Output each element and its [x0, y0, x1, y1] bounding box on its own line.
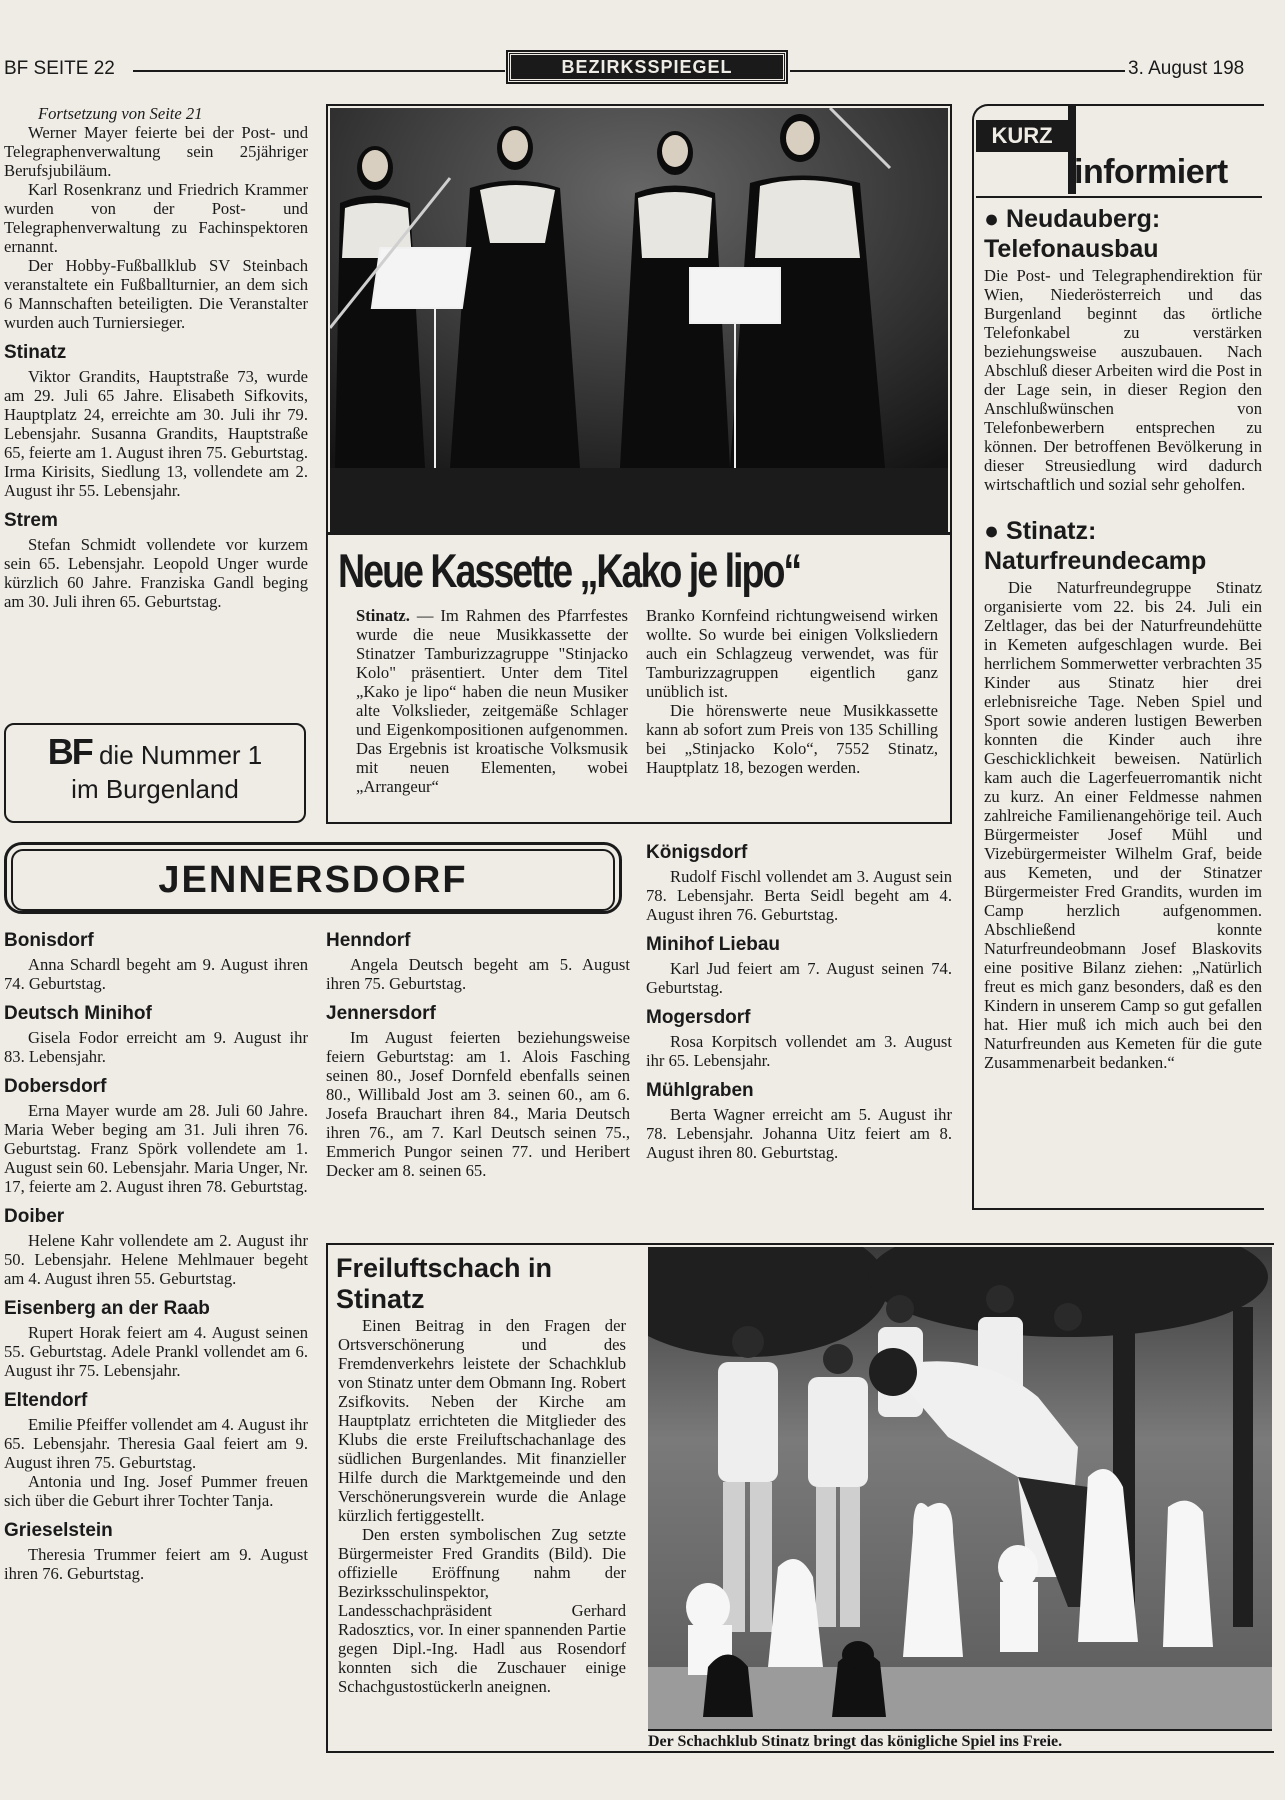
kurz-tag	[976, 120, 1068, 152]
town-heading: Mühlgraben	[646, 1080, 754, 1101]
paragraph: Werner Mayer feierte bei der Post- und Telegraphenverwaltung sein 25jähriger Berufsjubiläum.	[4, 123, 308, 180]
town-text: Berta Wagner erreicht am 5. August ihr 78. Lebensjahr. Johanna Uitz feiert am 8. August ihren 80. Geburtstag.	[646, 1105, 952, 1162]
town-heading: Eltendorf	[4, 1390, 88, 1411]
kurz-title: informiert	[1074, 153, 1228, 191]
town-heading: Doiber	[4, 1206, 65, 1227]
region-title: JENNERSDORF	[11, 849, 615, 911]
paragraph: Stefan Schmidt vollendete vor kurzem sein 65. Lebensjahr. Leopold Unger wurde kürzlich 60 Jahre. Franziska Gandl beging am 30. Juli ihren 65. Geburtstag.	[4, 535, 308, 611]
town-heading: Eisenberg an der Raab	[4, 1298, 210, 1319]
continuation-note: Fortsetzung von Seite 21	[38, 104, 203, 123]
town-text: Anna Schardl begeht am 9. August ihren 74. Geburtstag.	[4, 955, 308, 993]
town-text: Helene Kahr vollendete am 2. August ihr 50. Lebensjahr. Helene Mehlmauer begeht am 4. August ihren 55. Geburtstag.	[4, 1231, 308, 1288]
kassette-col-1	[356, 606, 628, 796]
town-heading: Henndorf	[326, 930, 411, 951]
town-text: Antonia und Ing. Josef Pummer freuen sich über die Geburt ihrer Tochter Tanja.	[4, 1472, 308, 1510]
region-banner	[4, 842, 622, 914]
town-heading-stinatz: Stinatz	[4, 342, 67, 363]
town-text: Rosa Korpitsch vollendet am 3. August ihr 65. Lebensjahr.	[646, 1032, 952, 1070]
kassette-text-1: — Im Rahmen des Pfarrfestes wurde die neue Musikkassette der Stinatzer Tamburizzagruppe "Stinjacko Kolo" präsentiert. Unter dem Titel „Kako je lipo“ haben die neun Musiker alte Volkslieder, zeitgemäße Schlager und Eigenkompositionen aufgenommen. Das Ergebnis ist kroatische Volksmusik mit neuen Elementen, wobei „Arrangeur“	[356, 606, 628, 796]
town-heading: Minihof Liebau	[646, 934, 781, 955]
town-text: Theresia Trummer feiert am 9. August ihren 76. Geburtstag.	[4, 1545, 308, 1583]
town-heading: Dobersdorf	[4, 1076, 107, 1097]
town-text: Rupert Horak feiert am 4. August seinen 55. Geburtstag. Adele Prankl vollendet am 6. August ihr 75. Lebensjahr.	[4, 1323, 308, 1380]
paragraph: Der Hobby-Fußballklub SV Steinbach veranstaltete ein Fußballturnier, an dem sich 6 Mannschaften beteiligten. Die Veranstalter wurden auch Turniersieger.	[4, 256, 308, 332]
jennersdorf-col-1	[4, 930, 308, 1583]
section-title: BEZIRKSSPIEGEL	[561, 57, 733, 77]
chess-photo-rule	[648, 1729, 1272, 1731]
bf-logo: BF	[47, 731, 92, 772]
town-text: Im August feierten beziehungsweise feiern Geburtstag: am 1. Alois Fasching seinen 80., Josef Dornfeld ebenfalls seinen 80., Willibald Jost am 3. seinen 60., am 6. Josefa Brauchart ihren 84., Maria Deutsch ihren 76., am 7. Karl Deutsch seinen 75., Emmerich Pungor seinen 77. und Heribert Decker am 8. seinen 65.	[326, 1028, 630, 1180]
town-heading: Bonisdorf	[4, 930, 94, 951]
kurz-item-2-heading: ● Stinatz: Naturfreundecamp	[984, 517, 1207, 575]
jennersdorf-col-2	[326, 930, 630, 1180]
photo-rule	[326, 532, 952, 535]
kassette-text-3: Die hörenswerte neue Musikkassette kann ab sofort zum Preis von 135 Schilling bei „Stinjacko Kolo“, 7552 Stinatz, Hauptplatz 18, bezogen werden.	[646, 701, 938, 777]
kassette-dateline: Stinatz.	[356, 606, 410, 625]
promo-line-2: im Burgenland	[71, 774, 239, 804]
promo-box	[4, 723, 306, 823]
chess-caption: Der Schachklub Stinatz bringt das königliche Spiel ins Freie.	[648, 1733, 1063, 1750]
paragraph: Viktor Grandits, Hauptstraße 73, wurde am 29. Juli 65 Jahre. Elisabeth Sifkovits, Hauptplatz 24, erreichte am 30. Juli ihr 79. Lebensjahr. Susanna Grandits, Hauptstraße 65, feierte am 1. August ihren 75. Geburtstag. Irma Kirisits, Siedlung 13, vollendete am 2. August ihr 55. Lebensjahr.	[4, 367, 308, 500]
bullet-icon: ●	[984, 205, 1007, 233]
kurz-label: KURZ	[991, 123, 1053, 148]
kassette-headline: Neue Kassette „Kako je lipo“	[338, 544, 801, 597]
jennersdorf-col-3	[646, 842, 952, 1162]
town-text: Emilie Pfeiffer vollendet am 4. August ihr 65. Lebensjahr. Theresia Gaal feiert am 9. August ihren 75. Geburtstag.	[4, 1415, 308, 1472]
chess-text	[338, 1316, 626, 1696]
kassette-col-2	[646, 606, 938, 777]
chess-paragraph-1: Einen Beitrag in den Fragen der Ortsverschönerung und des Fremdenverkehrs leistete der Schachklub von Stinatz unter dem Obmann Ing. Robert Zsifkovits. Neben der Kirche am Hauptplatz errichteten die Mitglieder des Klubs die erste Freiluftschachanlage des südlichen Burgenlandes. Mit finanzieller Hilfe durch die Marktgemeinde und den Verschönerungsverein wurde die Anlage kürzlich fertiggestellt.	[338, 1316, 626, 1525]
town-heading-strem: Strem	[4, 510, 58, 531]
town-text: Karl Jud feiert am 7. August seinen 74. Geburtstag.	[646, 959, 952, 997]
page-number: BF SEITE 22	[4, 58, 115, 79]
kurz-item-1-heading: ● Neudauberg: Telefonausbau	[984, 205, 1161, 263]
town-heading: Jennersdorf	[326, 1003, 436, 1024]
band-photo	[330, 108, 948, 532]
town-heading: Mogersdorf	[646, 1007, 751, 1028]
kurz-item-2-text: Die Naturfreundegruppe Stinatz organisierte vom 22. bis 24. Juli ein Zeltlager, das bei der Naturfreundehütte in Kemeten aufgeschlagen wurde. Bei herrlichem Sommerwetter verbrachten 35 Kinder aus Stinatz hier drei erlebnisreiche Tage. Neben Spiel und Sport sowie anderen lustigen Bewerben konnten die Kinder auch ihre Geschicklichkeit beweisen. Natürlich kam auch die Lagerfeuerromantik nicht zu kurz. An einer Feldmesse nahmen zahlreiche Familienangehörige teil. Auch Bürgermeister Josef Mühl und Vizebürgermeister Wilhelm Graf, beide aus Kemeten, und der Stinatzer Bürgermeister Fred Grandits, wurden im Camp herzlich aufgenommen. Abschließend konnte Naturfreundeobmann Josef Blaskovits eine positive Bilanz ziehen: „Natürlich freut es mich ganz besonders, daß es den Kindern in unserem Camp so gut gefallen hat. Hier muß ich mich auch bei den Naturfreunden aus Kemeten für die gute Zusammenarbeit bedanken.“	[984, 578, 1262, 1072]
bullet-icon: ●	[984, 517, 1007, 545]
header-rule-right	[790, 70, 1125, 72]
chess-headline: Freiluftschach in Stinatz	[336, 1253, 553, 1314]
kurz-underline	[976, 196, 1262, 198]
town-text: Rudolf Fischl vollendet am 3. August sein 78. Lebensjahr. Berta Seidl begeht am 4. August ihren 76. Geburtstag.	[646, 867, 952, 924]
kurz-item-1-text: Die Post- und Telegraphendirektion für Wien, Niederösterreich und das Burgenland beginnt das örtliche Telefonkabel zu verstärken beziehungsweise auszubauen. Nach Abschluß dieser Arbeiten wird die Post in der Lage sein, in dieser Region den Anschlußwünschen von Telefonbewerbern entsprechen zu können. Der betroffenen Bevölkerung in dieser Streusiedlung wird dadurch wirtschaftlich und sozial sehr geholfen.	[984, 266, 1262, 494]
promo-line-1: die Nummer 1	[98, 740, 263, 770]
paragraph: Karl Rosenkranz und Friedrich Krammer wurden von der Post- und Telegraphenverwaltung zu Fachinspektoren ernannt.	[4, 180, 308, 256]
town-text: Gisela Fodor erreicht am 9. August ihr 83. Lebensjahr.	[4, 1028, 308, 1066]
town-heading: Deutsch Minihof	[4, 1003, 152, 1024]
chess-photo	[648, 1247, 1272, 1729]
town-heading: Grieselstein	[4, 1520, 113, 1541]
issue-date: 3. August 198	[1128, 58, 1245, 79]
town-heading: Königsdorf	[646, 842, 748, 863]
town-text: Erna Mayer wurde am 28. Juli 60 Jahre. Maria Weber beging am 31. Juli ihren 76. Geburtstag. Franz Spörk vollendete am 1. August sein 60. Lebensjahr. Maria Unger, Nr. 17, feierte am 2. August ihren 78. Geburtstag.	[4, 1101, 308, 1196]
left-column	[4, 104, 308, 611]
header-rule-left	[133, 70, 505, 72]
section-banner	[508, 52, 786, 82]
chess-paragraph-2: Den ersten symbolischen Zug setzte Bürgermeister Fred Grandits (Bild). Die offizielle Eröffnung nahm der Bezirksschulinspektor, Landesschachpräsident Gerhard Radosztics, vor. In einer spannenden Partie gegen Dipl.-Ing. Hadl aus Rosendorf konnten sich die Zuschauer einige Schachgustostückerln aneignen.	[338, 1525, 626, 1696]
town-text: Angela Deutsch begeht am 5. August ihren 75. Geburtstag.	[326, 955, 630, 993]
kurz-content	[984, 204, 1262, 1072]
kassette-text-2: Branko Kornfeind richtungweisend wirken wollte. So wurde bei einigen Volksliedern auch ein Schlagzeug verwendet, was für Tamburizzagruppen eigentlich ganz unüblich ist.	[646, 606, 938, 701]
